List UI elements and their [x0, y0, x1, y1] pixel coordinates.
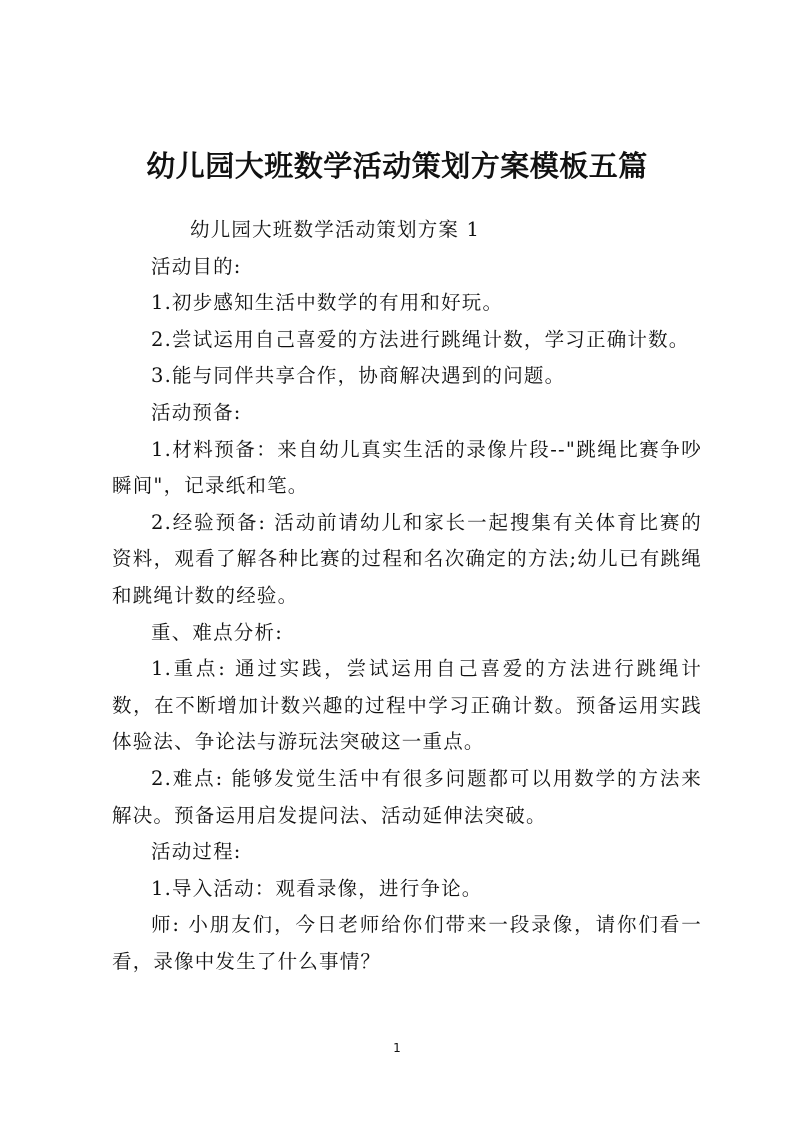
preparation-item-2: 2.经验预备: 活动前请幼儿和家长一起搜集有关体育比赛的资料，观看了解各种比赛的过程和名次确定的方法;幼儿已有跳绳和跳绳计数的经验。 — [112, 510, 702, 607]
heading-key-points: 重、难点分析: — [151, 620, 283, 644]
section-subtitle: 幼儿园大班数学活动策划方案 1 — [190, 218, 481, 241]
page-number: 1 — [393, 1041, 401, 1055]
teacher-dialogue: 师: 小朋友们，今日老师给你们带来一段录像，请你们看一看，录像中发生了什么事情？ — [112, 913, 702, 973]
heading-preparation: 活动预备: — [151, 400, 242, 424]
heading-process: 活动过程: — [151, 840, 242, 864]
goal-item-2: 2.尝试运用自己喜爱的方法进行跳绳计数，学习正确计数。 — [151, 327, 690, 351]
document-body — [112, 212, 702, 980]
key-point-item-2: 2.难点: 能够发觉生活中有很多问题都可以用数学的方法来解决。预备运用启发提问法、活动延伸法突破。 — [112, 766, 702, 827]
document-title: 幼儿园大班数学活动策划方案模板五篇 — [146, 149, 648, 183]
goal-item-3: 3.能与同伴共享合作，协商解决遇到的问题。 — [151, 364, 566, 388]
key-point-item-1: 1.重点: 通过实践，尝试运用自己喜爱的方法进行跳绳计数，在不断增加计数兴趣的过程中学习正确计数。预备运用实践体验法、争论法与游玩法突破这一重点。 — [112, 657, 702, 754]
heading-activity-goals: 活动目的: — [151, 254, 242, 278]
process-item-1: 1.导入活动：观看录像，进行争论。 — [151, 876, 483, 900]
goal-item-1: 1.初步感知生活中数学的有用和好玩。 — [151, 291, 504, 315]
preparation-item-1: 1.材料预备：来自幼儿真实生活的录像片段--"跳绳比赛争吵瞬间"，记录纸和笔。 — [112, 437, 702, 498]
